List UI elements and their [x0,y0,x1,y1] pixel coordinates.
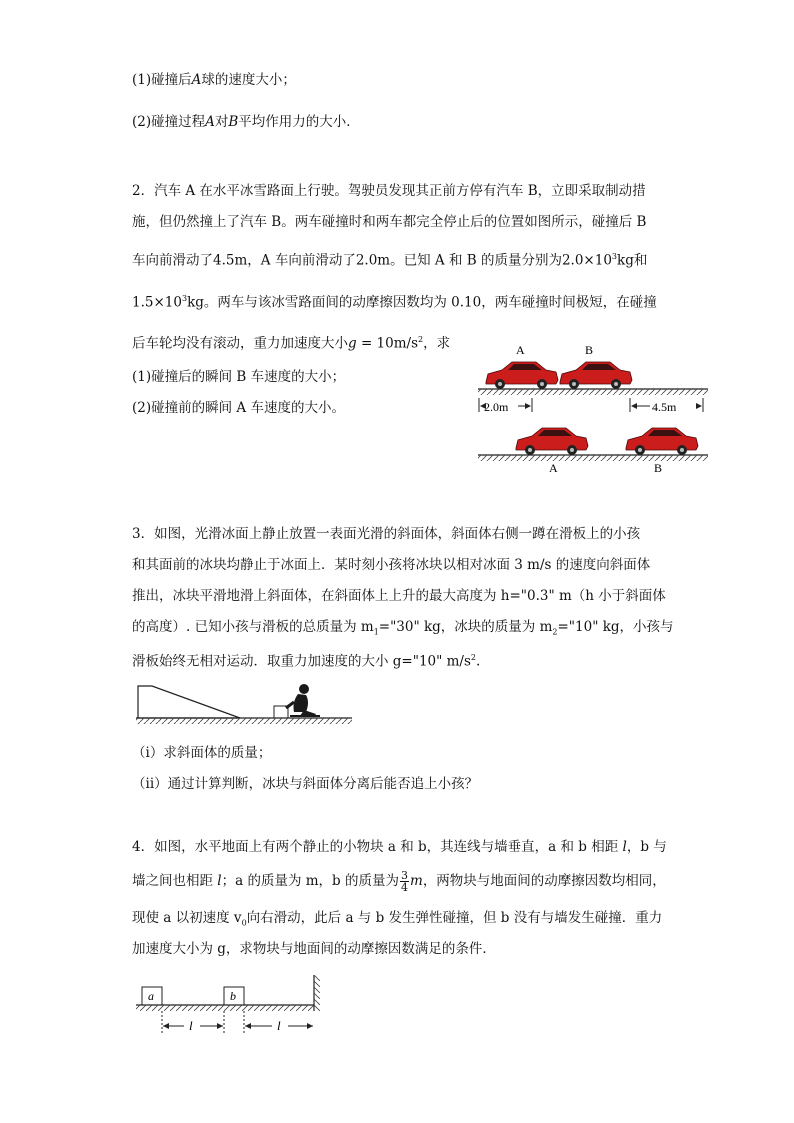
label-top-b: B [585,343,594,357]
child-figure [286,684,320,717]
q4-line3: 现使 a 以初速度 $v_0$向右滑动，此后 a 与 b 发生弹性碰撞，但 b 没有与墙发生碰撞．重力 [132,910,663,928]
q3-line4: 的高度）. 已知小孩与滑板的总质量为 $m_1="30$" kg，冰块的质量为 $m_2="10$" kg，小孩与 [132,619,674,637]
label-top-a: A [516,343,525,357]
q2-line1: 2．汽车 A 在水平冰雪路面上行驶。驾驶员发现其正前方停有汽车 B，立即采取制动措 [132,183,646,199]
q2-line3: 车向前滑动了4.5m，A 车向前滑动了2.0m。已知 A 和 B 的质量分别为$2.0\times 10^3kg$和 [132,252,648,269]
car-b-bottom [626,428,698,455]
dim-right: 4.5m [652,400,677,414]
incline [138,686,240,718]
block-b-label: b [230,989,236,1003]
q4-line4: 加速度大小为 g，求物块与地面间的动摩擦因数满足的条件． [132,941,496,957]
q2-sub2: (2)碰撞前的瞬间 A 车速度的大小。 [132,400,345,416]
q3-line3: 推出，冰块平滑地滑上斜面体，在斜面体上上升的最大高度为 h="0.3" m（h 小于斜面体 [132,588,666,604]
q1-part1: (1)碰撞后A球的速度大小； [132,72,296,88]
label-bottom-a: A [549,461,558,475]
q2-line4: $1.5\times 10^3kg$。两车与该冰雪路面间的动摩擦因数均为 0.10，两车碰撞时间极短，在碰撞 [132,294,657,311]
car-b-top [560,362,632,389]
q3-line5: 滑板始终无相对运动．取重力加速度的大小 g="10" $m/s^2$. [132,653,481,670]
q2-line2: 施，但仍然撞上了汽车 B。两车碰撞时和两车都完全停止后的位置如图所示，碰撞后 B [132,214,647,230]
dim-left: 2.0m [484,400,509,414]
q2-line5: 后车轮均没有滚动，重力加速度大小$g = 10m/s^2$，求 [132,335,451,352]
q1-part2: (2)碰撞过程A对B平均作用力的大小． [132,114,360,130]
car-a-top [486,362,558,389]
q4-line2: 墙之间也相距 l；a 的质量为 m，b 的质量为 $\frac{3}{4}$ m，两物块与地面间的动摩擦因数均相同， [132,869,666,894]
q3-incline-figure [134,680,354,728]
dim-l-left: l [189,1018,193,1033]
q3-line2: 和其面前的冰块均静止于冰面上．某时刻小孩将冰块以相对冰面 3 m/s 的速度向斜面体 [132,557,651,573]
block-a-label: a [148,989,154,1003]
q3-line1: 3．如图，光滑冰面上静止放置一表面光滑的斜面体，斜面体右侧一蹲在滑板上的小孩 [132,526,641,542]
q4-blocks-figure [134,975,324,1037]
q3-sub-i: （i）求斜面体的质量； [132,745,272,761]
fraction-three-quarters: $\frac{3}{4}$ [401,869,408,894]
dim-l-right: l [277,1018,281,1033]
q3-sub-ii: （ii）通过计算判断，冰块与斜面体分离后能否追上小孩？ [132,776,479,792]
car-a-bottom [516,428,588,455]
q2-sub1: (1)碰撞后的瞬间 B 车速度的大小； [132,369,346,385]
q4-line1: 4．如图，水平地面上有两个静止的小物块 a 和 b，其连线与墙垂直，a 和 b 相距 l，b 与 [132,839,667,855]
label-bottom-b: B [654,461,663,475]
q2-car-figure [470,340,715,475]
